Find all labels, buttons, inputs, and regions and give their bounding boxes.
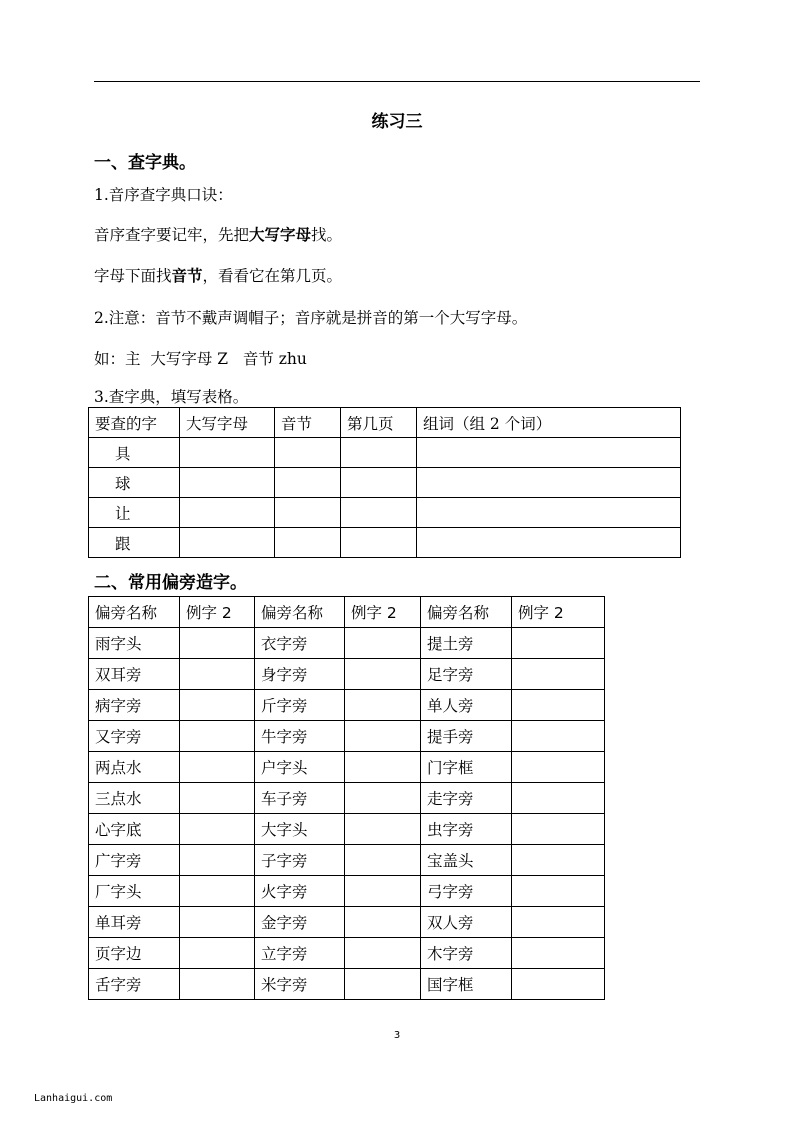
radicals-table	[88, 596, 605, 1000]
table-row	[89, 721, 605, 752]
answer-cell[interactable]	[341, 498, 417, 528]
radical-name: 厂字头	[89, 876, 180, 907]
table-row	[89, 690, 605, 721]
example-char-cell[interactable]	[180, 783, 255, 814]
table-row	[89, 752, 605, 783]
radical-name: 两点水	[89, 752, 180, 783]
page-title: 练习三	[371, 112, 423, 132]
radical-name: 门字框	[421, 752, 512, 783]
radical-name: 双耳旁	[89, 659, 180, 690]
radical-name: 弓字旁	[421, 876, 512, 907]
answer-cell[interactable]	[180, 468, 275, 498]
example-char-cell[interactable]	[512, 659, 605, 690]
example-char-cell[interactable]	[345, 938, 421, 969]
example-char-cell[interactable]	[345, 814, 421, 845]
radical-name: 三点水	[89, 783, 180, 814]
radical-name: 虫字旁	[421, 814, 512, 845]
radical-name: 雨字头	[89, 628, 180, 659]
example-char-cell[interactable]	[512, 814, 605, 845]
radical-name: 火字旁	[255, 876, 345, 907]
example-char-cell[interactable]	[512, 783, 605, 814]
table-row	[89, 628, 605, 659]
example-char-cell[interactable]	[512, 938, 605, 969]
header-rule	[94, 81, 700, 82]
radical-name: 又字旁	[89, 721, 180, 752]
answer-cell[interactable]	[341, 528, 417, 558]
radical-name: 心字底	[89, 814, 180, 845]
table-row	[89, 845, 605, 876]
radical-name: 提土旁	[421, 628, 512, 659]
example-char-cell[interactable]	[180, 628, 255, 659]
radical-name: 斤字旁	[255, 690, 345, 721]
radical-name: 立字旁	[255, 938, 345, 969]
example-char-cell[interactable]	[512, 845, 605, 876]
radical-name: 单人旁	[421, 690, 512, 721]
answer-cell[interactable]	[417, 468, 681, 498]
page-number: 3	[393, 1030, 401, 1041]
col-header: 第几页	[341, 408, 417, 438]
lookup-char: 具	[89, 438, 180, 468]
col-header: 例字 2	[180, 597, 255, 628]
example-char-cell[interactable]	[180, 845, 255, 876]
answer-cell[interactable]	[417, 498, 681, 528]
radical-name: 米字旁	[255, 969, 345, 1000]
rhyme1-post: 找。	[311, 226, 343, 244]
radical-name: 大字头	[255, 814, 345, 845]
radical-name: 双人旁	[421, 907, 512, 938]
rhyme2-pre: 字母下面找	[94, 267, 172, 285]
example-char-cell[interactable]	[512, 969, 605, 1000]
table-row	[89, 438, 681, 468]
col-header: 组词（组 2 个词）	[417, 408, 681, 438]
example-char-cell[interactable]	[180, 907, 255, 938]
col-header: 偏旁名称	[421, 597, 512, 628]
table-row	[89, 814, 605, 845]
answer-cell[interactable]	[275, 498, 341, 528]
radical-name: 走字旁	[421, 783, 512, 814]
answer-cell[interactable]	[180, 498, 275, 528]
radical-name: 金字旁	[255, 907, 345, 938]
col-header: 例字 2	[345, 597, 421, 628]
answer-cell[interactable]	[275, 438, 341, 468]
rhyme-line-1	[94, 223, 342, 245]
example-char-cell[interactable]	[345, 721, 421, 752]
table-row	[89, 938, 605, 969]
example-char-cell[interactable]	[345, 969, 421, 1000]
example-char-cell[interactable]	[345, 783, 421, 814]
example-char-cell[interactable]	[180, 752, 255, 783]
lookup-char: 跟	[89, 528, 180, 558]
radical-name: 户字头	[255, 752, 345, 783]
rhyme-line-2	[94, 264, 342, 286]
col-header: 大写字母	[180, 408, 275, 438]
col-header: 音节	[275, 408, 341, 438]
col-header: 例字 2	[512, 597, 605, 628]
radical-name: 宝盖头	[421, 845, 512, 876]
radical-name: 足字旁	[421, 659, 512, 690]
example-char-cell[interactable]	[180, 721, 255, 752]
rhyme2-bold: 音节	[171, 267, 203, 285]
radical-name: 广字旁	[89, 845, 180, 876]
answer-cell[interactable]	[417, 528, 681, 558]
radical-name: 页字边	[89, 938, 180, 969]
lookup-char: 让	[89, 498, 180, 528]
example-char-cell[interactable]	[345, 876, 421, 907]
radical-name: 提手旁	[421, 721, 512, 752]
radical-name: 身字旁	[255, 659, 345, 690]
example-char-cell[interactable]	[180, 814, 255, 845]
section1-heading: 一、查字典。	[94, 153, 196, 173]
section2-heading: 二、常用偏旁造字。	[94, 573, 247, 593]
table-row	[89, 969, 605, 1000]
example-char-cell[interactable]	[512, 907, 605, 938]
example-char-cell[interactable]	[180, 938, 255, 969]
item2-note: 2.注意：音节不戴声调帽子；音序就是拼音的第一个大写字母。	[94, 309, 528, 327]
table-row	[89, 528, 681, 558]
radical-name: 舌字旁	[89, 969, 180, 1000]
dictionary-table	[88, 407, 681, 558]
radical-name: 车子旁	[255, 783, 345, 814]
col-header: 偏旁名称	[89, 597, 180, 628]
rhyme1-bold: 大写字母	[249, 226, 312, 244]
radical-name: 子字旁	[255, 845, 345, 876]
rhyme1-pre: 音序查字要记牢，先把	[94, 226, 250, 244]
table-row	[89, 498, 681, 528]
example-char-cell[interactable]	[180, 876, 255, 907]
radical-name: 木字旁	[421, 938, 512, 969]
radical-name: 衣字旁	[255, 628, 345, 659]
table-row	[89, 783, 605, 814]
answer-cell[interactable]	[341, 468, 417, 498]
answer-cell[interactable]	[275, 468, 341, 498]
item1-title: 1.音序查字典口诀：	[94, 186, 233, 204]
example-char-cell[interactable]	[512, 690, 605, 721]
example-char-cell[interactable]	[512, 752, 605, 783]
item3-title: 3.查字典，填写表格。	[94, 388, 249, 406]
radical-name: 单耳旁	[89, 907, 180, 938]
example-char-cell[interactable]	[345, 845, 421, 876]
answer-cell[interactable]	[341, 438, 417, 468]
answer-cell[interactable]	[180, 528, 275, 558]
table-row	[89, 907, 605, 938]
example-char-cell[interactable]	[512, 628, 605, 659]
rhyme2-post: ，看看它在第几页。	[202, 267, 343, 285]
example-char-cell[interactable]	[512, 721, 605, 752]
example-line: 如：主 大写字母 Z 音节 zhu	[94, 350, 307, 368]
example-char-cell[interactable]	[180, 659, 255, 690]
radical-name: 国字框	[421, 969, 512, 1000]
col-header: 偏旁名称	[255, 597, 345, 628]
radical-name: 病字旁	[89, 690, 180, 721]
example-char-cell[interactable]	[345, 752, 421, 783]
example-char-cell[interactable]	[512, 876, 605, 907]
table-row	[89, 468, 681, 498]
example-char-cell[interactable]	[345, 659, 421, 690]
example-char-cell[interactable]	[345, 628, 421, 659]
radical-name: 牛字旁	[255, 721, 345, 752]
answer-cell[interactable]	[417, 438, 681, 468]
example-char-cell[interactable]	[180, 969, 255, 1000]
table-row	[89, 876, 605, 907]
footer-site: Lanhaigui.com	[34, 1093, 113, 1104]
example-char-cell[interactable]	[180, 690, 255, 721]
example-char-cell[interactable]	[345, 907, 421, 938]
example-char-cell[interactable]	[345, 690, 421, 721]
answer-cell[interactable]	[180, 438, 275, 468]
answer-cell[interactable]	[275, 528, 341, 558]
col-header: 要查的字	[89, 408, 180, 438]
table-row	[89, 659, 605, 690]
lookup-char: 球	[89, 468, 180, 498]
